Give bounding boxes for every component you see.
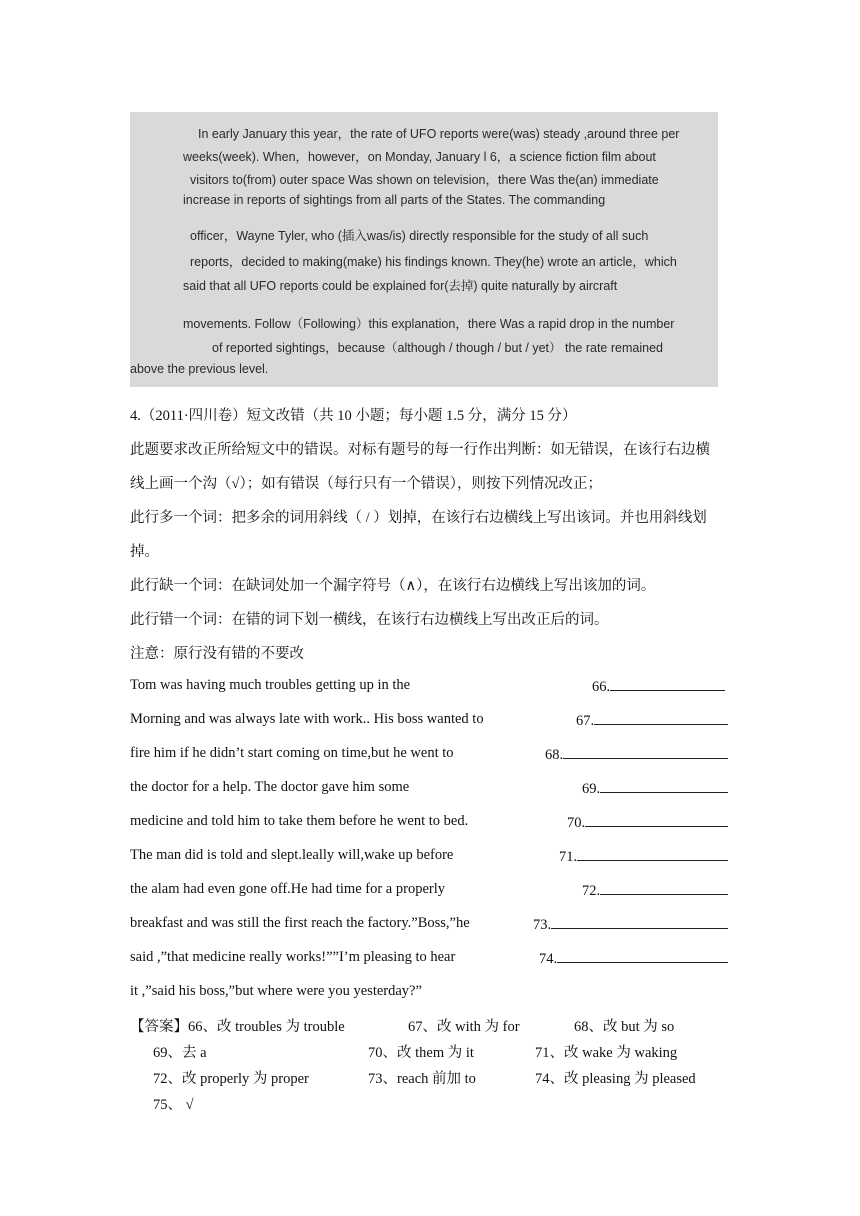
- answer-item: 66、改 troubles 为 trouble: [188, 1019, 345, 1035]
- passage-scan-image: [130, 112, 718, 387]
- blank-number: 68.: [545, 747, 564, 763]
- answer-blank-74[interactable]: [539, 949, 728, 968]
- passage-row: said ,”that medicine really works!””I’m pleasing to hear: [130, 949, 456, 965]
- instruction-line: 掉。: [130, 544, 159, 560]
- blank-number: 66.: [592, 679, 611, 695]
- instruction-line: 此行多一个词：把多余的词用斜线（ / ）划掉，在该行右边横线上写出该词。并也用斜线划: [130, 510, 707, 526]
- answer-item: 72、改 properly 为 proper: [153, 1071, 309, 1087]
- scan-line-6: reports，decided to making(make) his findings known. They(he) wrote an article，which: [190, 255, 677, 269]
- passage-row: Morning and was always late with work.. His boss wanted to: [130, 711, 484, 727]
- instruction-line: 此行缺一个词：在缺词处加一个漏字符号（∧），在该行右边横线上写出该加的词。: [130, 578, 656, 594]
- answer-item: 67、改 with 为 for: [408, 1019, 520, 1035]
- scan-line-5: officer，Wayne Tyler, who (插入was/is) directly responsible for the study of all such: [190, 229, 649, 243]
- instruction-line: 此行错一个词：在错的词下划一横线，在该行右边横线上写出改正后的词。: [130, 612, 609, 628]
- scan-line-8: movements. Follow（Following）this explanation，there Was a rapid drop in the number: [183, 317, 675, 331]
- answer-item: 70、改 them 为 it: [368, 1045, 474, 1061]
- passage-row: The man did is told and slept.leally will,wake up before: [130, 847, 454, 863]
- answer-label: 【答案】: [130, 1019, 188, 1035]
- passage-row: it ,”said his boss,”but where were you yesterday?”: [130, 983, 422, 999]
- blank-number: 73.: [533, 917, 552, 933]
- answer-blank-69[interactable]: [582, 779, 728, 798]
- answer-blank-66[interactable]: [592, 677, 725, 696]
- passage-row: breakfast and was still the first reach the factory.”Boss,”he: [130, 915, 470, 931]
- answer-item: 69、去 a: [153, 1045, 207, 1061]
- blank-number: 72.: [582, 883, 601, 899]
- blank-number: 74.: [539, 951, 558, 967]
- answer-blank-71[interactable]: [559, 847, 728, 866]
- scan-line-9: of reported sightings，because（although / though / but / yet） the rate remained: [212, 341, 663, 355]
- answer-blank-73[interactable]: [533, 915, 728, 934]
- passage-row: the alam had even gone off.He had time for a properly: [130, 881, 445, 897]
- answer-blank-70[interactable]: [567, 813, 728, 832]
- passage-row: Tom was having much troubles getting up in the: [130, 677, 411, 693]
- answer-item: 68、改 but 为 so: [574, 1019, 675, 1035]
- answer-item: 74、改 pleasing 为 pleased: [535, 1071, 696, 1087]
- answer-item: 71、改 wake 为 waking: [535, 1045, 678, 1061]
- scan-line-7: said that all UFO reports could be explained for(去掉) quite naturally by aircraft: [183, 279, 618, 293]
- passage-row: medicine and told him to take them before he went to bed.: [130, 813, 469, 829]
- passage-row: fire him if he didn’t start coming on time,but he went to: [130, 745, 454, 761]
- instruction-line: 此题要求改正所给短文中的错误。对标有题号的每一行作出判断：如无错误，在该行右边横: [130, 442, 710, 458]
- scan-line-2: weeks(week). When，however，on Monday, January l 6，a science fiction film about: [183, 150, 656, 164]
- blank-number: 67.: [576, 713, 595, 729]
- answer-item: 75、 √: [153, 1097, 194, 1113]
- instruction-line: 线上画一个沟（√）；如有错误（每行只有一个错误），则按下列情况改正；: [130, 476, 602, 492]
- blank-number: 70.: [567, 815, 586, 831]
- answer-blank-68[interactable]: [545, 745, 728, 764]
- scan-line-3: visitors to(from) outer space Was shown on television，there Was the(an) immediate: [190, 173, 659, 187]
- passage-row: the doctor for a help. The doctor gave him some: [130, 779, 410, 795]
- scan-line-10: above the previous level.: [130, 362, 269, 376]
- question-header: 4.（2011·四川卷）短文改错（共 10 小题；每小题 1.5 分，满分 15 分）: [130, 408, 577, 424]
- instruction-note: 注意：原行没有错的不要改: [130, 646, 304, 662]
- blank-number: 69.: [582, 781, 601, 797]
- scan-line-4: increase in reports of sightings from all parts of the States. The commanding: [183, 193, 606, 207]
- answer-blank-67[interactable]: [576, 711, 728, 730]
- scan-line-1: In early January this year，the rate of UFO reports were(was) steady ,around three per: [198, 127, 680, 141]
- answer-blank-72[interactable]: [582, 881, 728, 900]
- blank-number: 71.: [559, 849, 578, 865]
- answer-item: 73、reach 前加 to: [368, 1071, 476, 1087]
